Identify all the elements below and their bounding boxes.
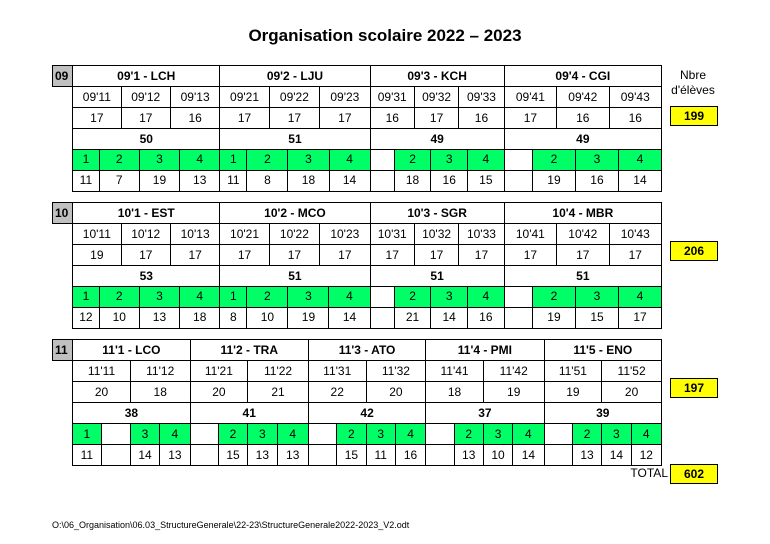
group-sum: 42 [308, 403, 425, 424]
level-count: 8 [230, 310, 237, 324]
class-count: 21 [248, 382, 309, 403]
level-count: 15 [337, 445, 366, 466]
group-name: 09'1 - LCH [73, 66, 220, 87]
class-code: 09'12 [121, 87, 170, 108]
level-count: 13 [277, 445, 308, 466]
group-sum: 50 [73, 129, 220, 150]
level-count: 15 [218, 445, 247, 466]
class-count: 20 [190, 382, 248, 403]
class-code: 10'21 [220, 224, 269, 245]
level-label [505, 150, 532, 170]
level-label [426, 424, 454, 445]
level-count: 14 [513, 445, 544, 466]
level-label: 2 [246, 150, 287, 170]
year-11-total: 197 [670, 378, 718, 398]
level-label: 2 [99, 287, 139, 307]
level-count [505, 171, 532, 191]
level-label: 2 [454, 424, 483, 445]
level-count: 11 [79, 173, 93, 187]
class-code: 10'33 [459, 224, 504, 245]
level-count-strip [504, 171, 661, 192]
level-count: 16 [430, 171, 467, 191]
level-strip [220, 287, 370, 308]
group-name: 11'2 - TRA [190, 340, 308, 361]
group-sum: 53 [73, 266, 220, 287]
group-name: 11'3 - ATO [308, 340, 425, 361]
level-count-strip [504, 308, 661, 329]
level-label: 2 [337, 424, 366, 445]
grid-year-11 [52, 339, 662, 466]
class-code: 10'43 [609, 224, 662, 245]
class-count: 16 [557, 108, 609, 129]
level-label: 2 [99, 150, 139, 170]
class-code: 11'41 [426, 361, 484, 382]
level-label [101, 424, 130, 445]
level-label: 3 [430, 150, 467, 170]
level-label: 3 [430, 287, 467, 307]
class-count: 18 [426, 382, 484, 403]
level-label: 2 [572, 424, 601, 445]
level-strip [73, 150, 220, 171]
class-count: 17 [414, 108, 458, 129]
class-code: 10'13 [170, 224, 219, 245]
level-count [505, 308, 532, 328]
level-count: 13 [572, 445, 601, 466]
level-count: 14 [130, 445, 159, 466]
level-count: 14 [328, 308, 369, 328]
class-count: 20 [73, 382, 131, 403]
level-count [190, 445, 218, 466]
group-sum: 37 [426, 403, 544, 424]
class-code: 10'11 [73, 224, 121, 245]
level-label: 1 [220, 150, 246, 170]
spacer [53, 361, 73, 382]
class-code: 09'23 [320, 87, 370, 108]
level-label [505, 287, 532, 307]
level-count: 12 [631, 445, 661, 466]
level-label: 1 [73, 424, 101, 445]
level-count: 18 [287, 171, 328, 191]
level-count: 18 [394, 171, 431, 191]
level-count-strip [220, 308, 370, 329]
level-label: 4 [467, 287, 504, 307]
level-label: 3 [287, 287, 328, 307]
class-count: 17 [459, 245, 504, 266]
level-count [371, 171, 394, 191]
class-count: 16 [170, 108, 219, 129]
level-count: 16 [575, 171, 618, 191]
level-count [371, 308, 394, 328]
level-label: 1 [73, 287, 99, 307]
group-sum: 49 [370, 129, 504, 150]
class-code: 09'42 [557, 87, 609, 108]
level-count: 11 [73, 445, 101, 466]
page-title: Organisation scolaire 2022 – 2023 [248, 26, 522, 45]
level-label: 4 [277, 424, 308, 445]
class-count: 17 [170, 245, 219, 266]
level-label: 2 [218, 424, 247, 445]
class-count: 16 [370, 108, 414, 129]
level-count: 10 [483, 445, 512, 466]
group-sum: 39 [544, 403, 661, 424]
level-label: 3 [575, 150, 618, 170]
year-tag: 09 [53, 66, 73, 87]
class-code: 09'13 [170, 87, 219, 108]
level-count: 13 [179, 171, 219, 191]
class-code: 10'23 [320, 224, 370, 245]
level-label: 4 [631, 424, 661, 445]
class-code: 11'51 [544, 361, 602, 382]
class-count: 19 [544, 382, 602, 403]
level-count: 19 [532, 308, 575, 328]
class-count: 17 [414, 245, 458, 266]
level-label: 3 [130, 424, 159, 445]
level-label: 3 [287, 150, 328, 170]
spacer [53, 287, 73, 308]
level-label: 1 [220, 287, 246, 307]
level-count: 14 [329, 171, 370, 191]
class-count: 20 [602, 382, 662, 403]
group-name: 09'3 - KCH [370, 66, 504, 87]
class-count: 17 [269, 108, 319, 129]
level-label: 4 [467, 150, 504, 170]
group-sum: 51 [504, 266, 661, 287]
spacer [53, 171, 73, 192]
level-strip [504, 150, 661, 171]
level-label: 2 [394, 287, 431, 307]
class-code: 10'32 [414, 224, 458, 245]
level-count: 21 [394, 308, 431, 328]
spacer [53, 245, 73, 266]
grid-year-09 [52, 65, 662, 192]
level-count: 14 [430, 308, 467, 328]
class-code: 09'43 [609, 87, 661, 108]
class-count: 17 [121, 245, 170, 266]
level-label: 2 [532, 150, 575, 170]
level-label: 4 [513, 424, 544, 445]
class-count: 17 [269, 245, 319, 266]
level-count: 7 [99, 171, 139, 191]
spacer [53, 224, 73, 245]
level-label [308, 424, 336, 445]
level-label: 4 [618, 150, 661, 170]
class-count: 22 [308, 382, 366, 403]
level-label [371, 150, 394, 170]
level-count: 14 [618, 171, 661, 191]
level-label [190, 424, 218, 445]
group-name: 11'5 - ENO [544, 340, 661, 361]
level-count: 19 [532, 171, 575, 191]
group-name: 09'2 - LJU [220, 66, 370, 87]
spacer [53, 266, 73, 287]
level-label: 4 [395, 424, 425, 445]
level-count: 13 [160, 445, 190, 466]
spacer [53, 445, 73, 466]
level-count-strip [73, 171, 220, 192]
level-strip [220, 150, 370, 171]
spacer [53, 150, 73, 171]
spacer [53, 382, 73, 403]
level-label: 4 [179, 287, 219, 307]
level-count: 10 [99, 308, 139, 328]
class-count: 20 [366, 382, 426, 403]
level-count: 14 [602, 445, 631, 466]
class-count: 17 [557, 245, 609, 266]
group-name: 11'1 - LCO [73, 340, 190, 361]
class-code: 11'11 [73, 361, 131, 382]
level-strip [504, 287, 661, 308]
level-count: 19 [139, 171, 179, 191]
group-name: 10'4 - MBR [504, 203, 661, 224]
level-count: 13 [454, 445, 483, 466]
group-name: 09'4 - CGI [504, 66, 661, 87]
grand-total: 602 [670, 464, 718, 484]
level-count [426, 445, 454, 466]
level-strip [73, 287, 220, 308]
level-count: 11 [227, 173, 240, 187]
class-count: 19 [483, 382, 544, 403]
level-label: 2 [532, 287, 575, 307]
class-code: 11'42 [483, 361, 544, 382]
class-count: 18 [130, 382, 190, 403]
class-code: 09'32 [414, 87, 458, 108]
class-count: 17 [504, 108, 556, 129]
class-code: 09'33 [459, 87, 504, 108]
class-count: 17 [320, 245, 370, 266]
spacer [53, 129, 73, 150]
year-tag: 11 [53, 340, 73, 361]
group-sum: 41 [190, 403, 308, 424]
class-count: 17 [609, 245, 662, 266]
level-label: 3 [602, 424, 631, 445]
class-count: 17 [370, 245, 414, 266]
group-sum: 51 [220, 266, 370, 287]
students-header: Nbre d'élèves [671, 68, 715, 97]
level-count [308, 445, 336, 466]
grid-year-10 [52, 202, 662, 329]
level-label: 4 [328, 287, 369, 307]
class-code: 10'42 [557, 224, 609, 245]
level-label: 2 [394, 150, 431, 170]
level-count-strip [370, 308, 504, 329]
year-09-total: 199 [670, 106, 718, 126]
group-sum: 51 [220, 129, 370, 150]
class-code: 10'22 [269, 224, 319, 245]
class-code: 11'31 [308, 361, 366, 382]
level-count [101, 445, 130, 466]
group-name: 10'2 - MCO [220, 203, 370, 224]
class-count: 17 [121, 108, 170, 129]
level-count: 19 [287, 308, 328, 328]
level-count: 15 [575, 308, 618, 328]
level-label: 4 [179, 150, 219, 170]
level-count: 16 [395, 445, 425, 466]
class-count: 17 [320, 108, 370, 129]
group-sum: 49 [504, 129, 661, 150]
level-label: 4 [618, 287, 661, 307]
class-code: 09'41 [504, 87, 556, 108]
class-count: 17 [504, 245, 556, 266]
total-label: TOTAL [630, 466, 668, 480]
spacer [53, 308, 73, 329]
class-code: 09'22 [269, 87, 319, 108]
level-label: 3 [483, 424, 512, 445]
class-count: 16 [459, 108, 504, 129]
level-count-strip [73, 308, 220, 329]
spacer [53, 108, 73, 129]
level-label: 3 [248, 424, 277, 445]
level-count: 18 [179, 308, 219, 328]
class-count: 16 [609, 108, 661, 129]
spacer [53, 403, 73, 424]
level-label: 3 [366, 424, 395, 445]
year-tag: 10 [53, 203, 73, 224]
level-label [544, 424, 572, 445]
level-label [371, 287, 394, 307]
class-code: 10'41 [504, 224, 556, 245]
class-count: 19 [73, 245, 121, 266]
level-count: 16 [467, 308, 504, 328]
group-sum: 38 [73, 403, 190, 424]
group-name: 10'3 - SGR [370, 203, 504, 224]
class-code: 11'12 [130, 361, 190, 382]
level-count: 15 [467, 171, 504, 191]
level-count: 10 [246, 308, 287, 328]
class-code: 09'31 [370, 87, 414, 108]
class-code: 11'52 [602, 361, 662, 382]
level-count: 12 [79, 310, 93, 324]
file-path: O:\06_Organisation\06.03_StructureGenerale\22-23\StructureGenerale2022-2023_V2.odt [52, 520, 410, 530]
class-code: 09'11 [73, 87, 121, 108]
class-code: 10'12 [121, 224, 170, 245]
group-name: 11'4 - PMI [426, 340, 544, 361]
level-count: 8 [246, 171, 287, 191]
class-code: 11'21 [190, 361, 248, 382]
year-10-total: 206 [670, 241, 718, 261]
class-code: 10'31 [370, 224, 414, 245]
level-label: 2 [246, 287, 287, 307]
level-label: 4 [329, 150, 370, 170]
class-code: 11'22 [248, 361, 309, 382]
class-count: 17 [73, 108, 121, 129]
level-count: 13 [248, 445, 277, 466]
level-label: 1 [73, 150, 99, 170]
group-sum: 51 [370, 266, 504, 287]
level-count-strip [370, 171, 504, 192]
level-label: 3 [575, 287, 618, 307]
class-code: 11'32 [366, 361, 426, 382]
spacer [53, 87, 73, 108]
class-count: 17 [220, 245, 269, 266]
level-count: 11 [366, 445, 395, 466]
level-count [544, 445, 572, 466]
level-count-strip [220, 171, 370, 192]
spacer [53, 424, 73, 445]
level-count: 13 [139, 308, 179, 328]
class-count: 17 [220, 108, 269, 129]
level-label: 3 [139, 150, 179, 170]
class-code: 09'21 [220, 87, 269, 108]
level-label: 3 [139, 287, 179, 307]
level-label: 4 [160, 424, 190, 445]
level-count: 17 [618, 308, 661, 328]
level-strip [370, 150, 504, 171]
group-name: 10'1 - EST [73, 203, 220, 224]
level-strip [370, 287, 504, 308]
